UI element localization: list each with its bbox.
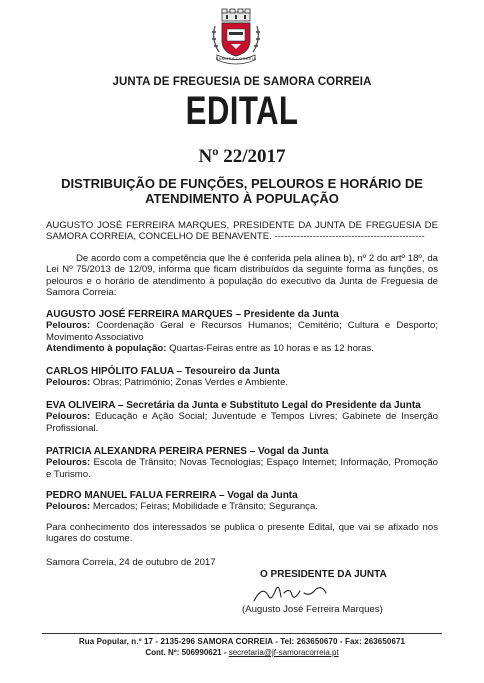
document-type-title: EDITAL <box>185 89 299 133</box>
member-section-treasurer <box>46 366 438 389</box>
member-pelouros <box>46 411 438 434</box>
intro-text: AUGUSTO JOSÉ FERREIRA MARQUES, PRESIDENTE DA JUNTA DE FREGUESIA DE SAMORA CORREIA, CONCELHO DE BENAVENTE. <box>46 220 438 243</box>
intro-paragraph <box>46 220 438 243</box>
footer-email-link[interactable]: secretaria@jf-samoracorreia.pt <box>228 648 339 657</box>
member-pelouros <box>46 457 438 480</box>
atendimento-text: Quartas-Feiras entre as 10 horas e as 12 horas. <box>166 343 374 355</box>
edital-subject: DISTRIBUIÇÃO DE FUNÇÕES, PELOUROS E HORÁRIO DE ATENDIMENTO À POPULAÇÃO <box>61 176 423 206</box>
pelouros-label: Pelouros: <box>46 320 91 332</box>
closing-paragraph: Para conhecimento dos interessados se publica o presente Edital, que vai se afixado nos lugares do costume. <box>46 522 438 545</box>
pelouros-label: Pelouros: <box>46 377 91 389</box>
footer-divider <box>42 633 442 634</box>
member-heading: PEDRO MANUEL FALUA FERREIRA – Vogal da Junta <box>46 490 298 501</box>
pelouros-label: Pelouros: <box>46 411 91 423</box>
pelouros-text: Educação e Ação Social; Juventude e Tempos Livres; Gabinete de Inserção Profissional. <box>46 411 438 434</box>
member-pelouros <box>46 320 438 343</box>
competence-paragraph: De acordo com a competência que lhe é conferida pela alínea b), nº 2 do artº 18º, da Lei Nº 75/2013 de 12/09, informa que ficam distribuídos da seguinte forma as funções, os pelouros e o horário de atendimento à população do executivo da Junta de Freguesia de Samora Correia: <box>46 253 438 299</box>
junta-name: JUNTA DE FREGUESIA DE SAMORA CORREIA <box>112 76 372 88</box>
crest-motto: SAMORA CORREIA <box>215 56 257 61</box>
member-atendimento <box>46 343 438 354</box>
member-heading: PATRICIA ALEXANDRA PEREIRA PERNES – Vogal da Junta <box>46 446 329 457</box>
pelouros-text: Coordenação Geral e Recursos Humanos; Cemitério; Cultura e Desporto; Movimento Associativo <box>46 320 438 343</box>
pelouros-text: Mercados; Feiras; Mobilidade e Trânsito; Segurança. <box>90 501 318 513</box>
signer-name: (Augusto José Ferreira Marques) <box>242 604 383 615</box>
edital-number: Nº 22/2017 <box>198 146 286 167</box>
pelouros-text: Escola de Trânsito; Novas Tecnologias; Espaço Internet; Informação, Promoção e Turismo. <box>46 457 438 480</box>
footer-address: Rua Popular, n.º 17 - 2135-296 SAMORA CORREIA - Tel: 263650670 - Fax: 263650671 <box>78 637 406 646</box>
atendimento-label: Atendimento à população: <box>46 343 167 355</box>
footer-contact <box>0 648 484 657</box>
member-heading: AUGUSTO JOSÉ FERREIRA MARQUES – Presidente da Junta <box>46 309 339 320</box>
member-pelouros <box>46 501 438 512</box>
member-section-vogal-2 <box>46 490 438 513</box>
member-heading: CARLOS HIPÓLITO FALUA – Tesoureiro da Junta <box>46 366 280 377</box>
intro-dashes: ----------------------------------------------- <box>271 231 425 243</box>
member-pelouros <box>46 377 438 388</box>
footer-contribuinte: Cont. Nº: 506990621 - <box>145 648 229 657</box>
signature-title: O PRESIDENTE DA JUNTA <box>260 569 387 580</box>
pelouros-label: Pelouros: <box>46 501 91 513</box>
member-section-vogal-1 <box>46 446 438 480</box>
member-heading: EVA OLIVEIRA – Secretária da Junta e Substituto Legal do Presidente da Junta <box>46 400 421 411</box>
pelouros-label: Pelouros: <box>46 457 91 469</box>
pelouros-text: Obras; Património; Zonas Verdes e Ambiente. <box>90 377 289 389</box>
member-section-president <box>46 309 438 355</box>
member-section-secretary <box>46 400 438 434</box>
place-date: Samora Correia, 24 de outubro de 2017 <box>46 557 216 568</box>
